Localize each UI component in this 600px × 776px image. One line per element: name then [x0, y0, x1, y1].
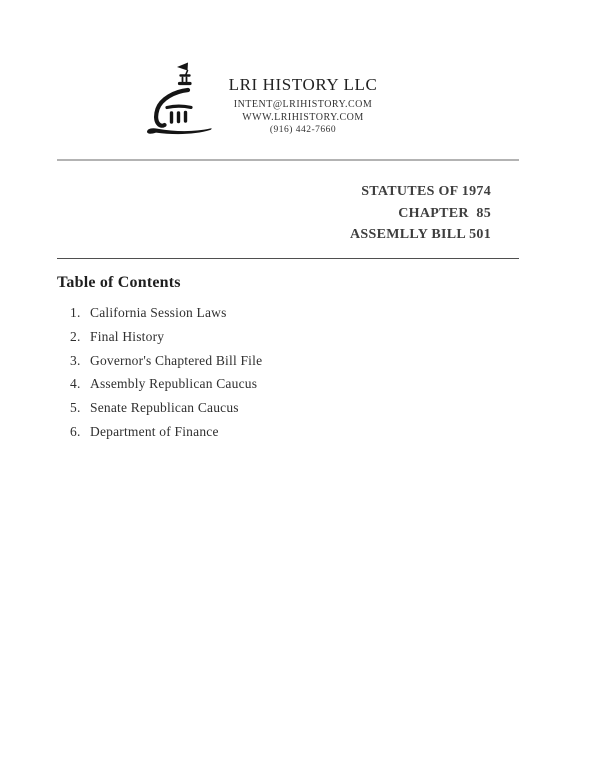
toc-item — [70, 330, 490, 344]
toc-item-label: Governor's Chaptered Bill File — [90, 352, 263, 368]
toc-item-label: Senate Republican Caucus — [90, 400, 239, 416]
letterhead — [223, 75, 383, 137]
toc-item-number: 1. — [70, 305, 81, 320]
toc-item-number: 5. — [70, 400, 81, 416]
toc-item — [70, 354, 490, 368]
capitol-dome-logo-icon — [144, 60, 222, 138]
toc-item-number: 2. — [70, 328, 81, 344]
toc-item-label: Assembly Republican Caucus — [90, 376, 258, 392]
company-email: INTENT@LRIHISTORY.COM — [233, 99, 373, 110]
company-name: LRI HISTORY LLC — [228, 75, 378, 94]
horizontal-rule-middle — [57, 258, 519, 259]
chapter-line: CHAPTER 85 — [398, 205, 491, 221]
toc-item — [70, 401, 490, 415]
toc-item-number: 3. — [70, 352, 81, 368]
toc-item-number: 4. — [70, 376, 81, 392]
company-website: WWW.LRIHISTORY.COM — [242, 112, 364, 123]
toc-list — [70, 306, 490, 449]
toc-item — [70, 425, 490, 439]
document-info-block — [291, 181, 491, 246]
toc-item — [70, 377, 490, 391]
company-phone: (916) 442-7660 — [269, 125, 337, 135]
statutes-line: STATUTES OF 1974 — [361, 184, 491, 199]
toc-item — [70, 306, 490, 320]
toc-item-label: California Session Laws — [90, 305, 227, 320]
toc-title: Table of Contents — [57, 274, 181, 291]
toc-item-label: Department of Finance — [90, 423, 219, 439]
bill-line: ASSEMLLY BILL 501 — [349, 227, 491, 242]
horizontal-rule-top — [57, 159, 519, 161]
toc-item-label: Final History — [90, 328, 165, 344]
toc-item-number: 6. — [70, 423, 81, 439]
